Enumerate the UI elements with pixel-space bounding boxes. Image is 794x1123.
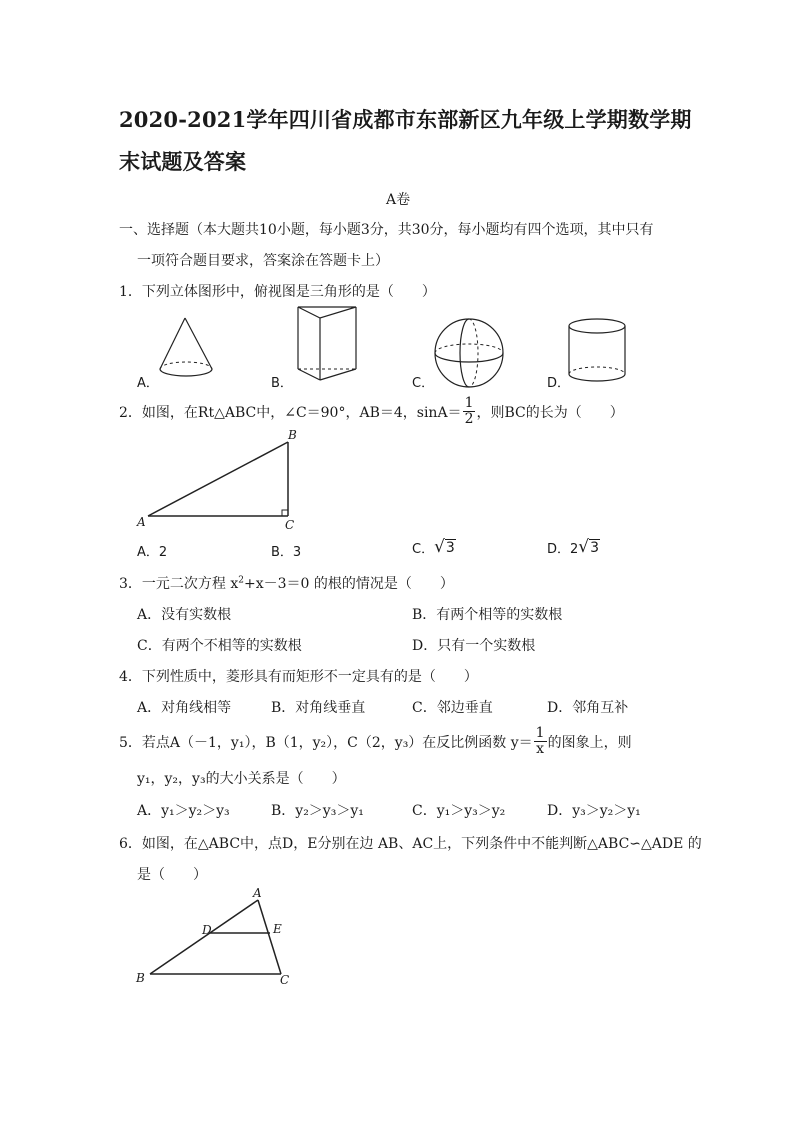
- q4-option-c[interactable]: C．邻边垂直: [412, 700, 493, 716]
- q3-option-c[interactable]: C．有两个不相等的实数根: [137, 638, 302, 654]
- q2-option-a[interactable]: A．2: [137, 545, 168, 560]
- q4-stem: 4．下列性质中，菱形具有而矩形不一定具有的是（ ）: [119, 669, 478, 685]
- q2-frac-num: 1: [464, 395, 474, 411]
- q6-label-e: E: [273, 922, 282, 936]
- q1-prism-figure: [297, 306, 359, 382]
- q3-stem-part-b: +x－3＝0 的根的情况是（ ）: [244, 576, 454, 592]
- q1-option-a[interactable]: A．: [137, 376, 159, 391]
- q5-option-a[interactable]: A．y₁＞y₂＞y₃: [137, 803, 230, 819]
- q2-triangle-figure: [136, 428, 306, 532]
- q1-option-d[interactable]: D．: [547, 376, 571, 391]
- q5-stem-cont: y₁，y₂，y₃的大小关系是（ ）: [137, 771, 346, 787]
- q2-option-d[interactable]: [547, 537, 600, 557]
- q5-frac-num: 1: [535, 725, 545, 741]
- q4-option-a[interactable]: A．对角线相等: [137, 700, 232, 716]
- q2-option-d-label: D．2: [547, 541, 579, 557]
- q2-stem-part-a: 2．如图，在Rt△ABC中，∠C＝90°，AB＝4，sinA＝: [119, 404, 462, 421]
- q3-option-a[interactable]: A．没有实数根: [137, 607, 232, 623]
- q3-option-d[interactable]: D．只有一个实数根: [412, 638, 536, 654]
- q6-triangle-figure: [136, 886, 306, 990]
- q2-option-b[interactable]: B．3: [271, 545, 302, 560]
- q5-frac-den: x: [536, 741, 545, 757]
- q5-fraction: [534, 726, 547, 757]
- doc-title-line-1: 2020-2021学年四川省成都市东部新区九年级上学期数学期: [119, 107, 692, 132]
- q2-label-c: C: [285, 518, 295, 532]
- q4-option-d[interactable]: D．邻角互补: [547, 700, 629, 716]
- q2-stem: [119, 396, 624, 427]
- q2-option-c-sqrt: √3: [434, 537, 455, 557]
- q3-stem-sup: 2: [238, 575, 244, 586]
- q6-label-a: A: [253, 886, 262, 900]
- q2-option-d-radicand: 3: [590, 540, 600, 556]
- q2-stem-part-b: ，则BC的长为（ ）: [476, 404, 624, 421]
- section-label: A卷: [386, 192, 411, 208]
- q1-option-c[interactable]: C．: [412, 376, 435, 391]
- q6-label-c: C: [280, 973, 290, 987]
- q4-option-b[interactable]: B．对角线垂直: [271, 700, 366, 716]
- q2-option-c-label: C．: [412, 541, 435, 557]
- part1-heading-cont: 一项符合题目要求，答案涂在答题卡上）: [137, 253, 389, 269]
- q5-stem-part-a: 5．若点A（－1，y₁），B（1，y₂），C（2，y₃）在反比例函数 y＝: [119, 734, 533, 751]
- q5-option-c[interactable]: C．y₁＞y₃＞y₂: [412, 803, 506, 819]
- q2-option-d-sqrt: √3: [578, 537, 600, 557]
- q6-label-d: D: [202, 923, 212, 937]
- q2-label-b: B: [288, 428, 297, 442]
- q2-option-c[interactable]: [412, 537, 456, 557]
- q3-option-b[interactable]: B．有两个相等的实数根: [412, 607, 563, 623]
- q2-fraction: [463, 396, 476, 427]
- q5-option-b[interactable]: B．y₂＞y₃＞y₁: [271, 803, 364, 819]
- q1-stem: 1．下列立体图形中，俯视图是三角形的是（ ）: [119, 284, 436, 300]
- q1-option-b[interactable]: B．: [271, 376, 293, 391]
- part1-heading: 一、选择题（本大题共10小题，每小题3分，共30分，每小题均有四个选项，其中只有: [119, 222, 654, 238]
- q2-frac-den: 2: [464, 411, 474, 427]
- q2-label-a: A: [137, 515, 146, 529]
- q1-cone-figure: [158, 317, 218, 379]
- q5-stem-part-b: 的图象上，则: [547, 734, 632, 751]
- q3-stem: [119, 573, 454, 593]
- q1-cylinder-figure: [568, 318, 628, 384]
- q5-stem: [119, 726, 632, 757]
- q3-stem-part-a: 3．一元二次方程 x: [119, 576, 239, 592]
- q1-sphere-figure: [434, 318, 506, 390]
- q5-option-d[interactable]: D．y₃＞y₂＞y₁: [547, 803, 641, 819]
- q2-option-c-radicand: 3: [445, 540, 455, 556]
- q6-stem: 6．如图，在△ABC中，点D，E分别在边 AB、AC上，下列条件中不能判断△ABC∽△ADE 的: [119, 836, 702, 852]
- q6-label-b: B: [136, 971, 145, 985]
- doc-title-line-2: 末试题及答案: [119, 149, 247, 174]
- q6-stem-cont: 是（ ）: [137, 867, 207, 883]
